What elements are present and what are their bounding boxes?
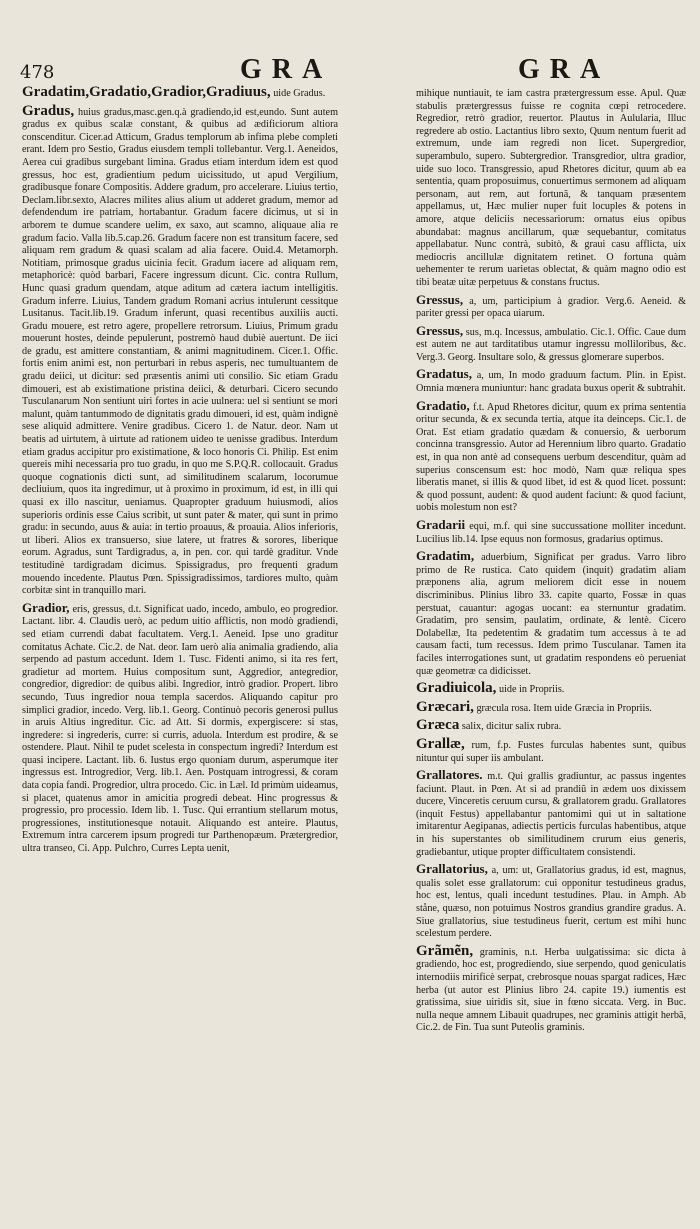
entry-headword: Gradarii [416, 517, 466, 532]
entry-headword: Grallatores. [416, 767, 483, 783]
entry-text: equi, m.f. qui sine succussatione molliter incedunt. Lucilius lib.14. Ipse equus non formosus, gradarius optimus. [416, 521, 686, 545]
dictionary-entry [416, 863, 686, 941]
left-column [22, 86, 338, 860]
entry-headword: Grallæ, [416, 735, 465, 752]
running-head-left: GRA [240, 54, 333, 85]
dictionary-entry [416, 942, 687, 1035]
dictionary-entry [416, 735, 687, 765]
entry-text: mihique nuntiauit, te iam castra prætergressum esse. Apul. Quæ stabulis prætergressus fuisse re cognita cœpi retrocedere. Regredior, retrò gradior, reuertor. Plautus in Aulularia, Illuc regredere ab ostio. Lactantius libro sexto, Quum nentum fuerit ad extremum, unde iam regredi non licet. Supergredior, superambulo, supero. Subtergredior. Transgredior, ultra gradior, uide suo loco. Transgressio, apud Rhetores dicitur, quum ab ea sententia, quam proposuimus, conuertimus sermonem ad aliquam personam, aut rem, aut fortunã, & tanquam præsentem appellamus, ut, Hæc mulier nuper fuit locuples & potens in amore, atque deliciis necessariorum: ornatus eius opibus abundabat: magnus ancillarum, quæ sequebantur, comitatus appellabatur. Nunc contrà, subitò, & graui casu afflicta, uix mediocris ancillulæ dignitatem retinet. O fortuna quàm uehementer te rerum uarietas oblectat, & quàm magno odio est tibi beatæ uitæ perpetuus & constans fructus. [416, 88, 686, 288]
dictionary-entry [416, 322, 686, 365]
dictionary-entry [416, 550, 686, 678]
entry-headword: Gradus, [22, 102, 75, 119]
entry-text: græcula rosa. Item uide Græcia in Propriis. [476, 702, 652, 714]
entry-text: a, um: ut, Grallatorius gradus, id est, magnus, qualis solet esse grallatorum: cui opponitur testudineus gradus, hoc est, lentus, quali incedunt testudines. Plau. in Amph. Ab ståne, quæso, non potuimus Nostros grandius grandire gradus. A. Siue grallatorius, siue testudineus fuerit, certum est mihi hunc scelestum perdere. [416, 865, 687, 940]
dictionary-entry [416, 397, 686, 515]
entry-text: f.t. Apud Rhetores dicitur, quum ex prima sententia oritur secunda, & ex secunda tertia, atque ita deinceps. Cic.1. de Orat. Est etiam gradatio quædam & conuersio, & uerborum concinna transgressio. Autor ad Herennium libro quarto. Gradatio est, in qua non antè ad consequens uerbum descenditur, quàm ad superius conscensum est: hoc modò, Nam quæ reliqua spes liberatis manet, si illis & quod libet, id est & quod licet. possunt: & quod possunt, audent: & quod audent faciunt: & quod faciunt, uobis molestum non est? [416, 401, 686, 514]
dictionary-entry [22, 599, 338, 856]
entry-headword: Gradatio, [416, 397, 470, 413]
entry-headword: Gradior, [22, 599, 70, 615]
entry-headword: Gressus, [416, 291, 464, 307]
dictionary-entry [416, 519, 686, 546]
entry-text: graminis, n.t. Herba uulgatissima: sic dicta à gradiendo, hoc est, progrediendo, siue serpendo, quod geniculatis internodiis mirificè serpat, crebrosque nouas spargat radices, Hæc herba (ut autor est Plinius libro 24. capite 19.) iumentis est gratissima, siue uiridis sit, siue in fœno siccata. Verg. in Buc. nulla neque amnem Libauit quadrupes, nec graminis attigit herbã, Cic.2. de Fin. Tua sunt Puteolis graminis. [416, 946, 687, 1034]
dictionary-entry [416, 291, 687, 321]
entry-headword: Gradiuicola, [416, 680, 497, 697]
entry-text: sus, m.q. Incessus, ambulatio. Cic.1. Offic. Caue dum est autem ne aut tarditatibus utamur ingressu molliloribus, &c. Verg.3. Georg. Insultare solo, & gressus glomerare superbos. [416, 326, 686, 363]
page-number: 478 [20, 62, 55, 83]
entry-text: eris, gressus, d.t. Significat uado, incedo, ambulo, eo progredior. Lactant. libr. 4. Claudis uerò, ac pedum uitio afflictis, non modò gradiendi, sed etiam currendi dabat facultatem. Verg.1. Aeneid. Ipse uno graditur comitatus Achate. Cic.2. de Nat. deor. Iam uerò alia animalia gradiendo, alia serpendo ad pastum accedunt. Idem 1. Tusc. Fidenti animo, si ita res fert, gradietur ad mortem. Huius compositum sunt, Aggredior, antegredior, congredior, digredior: de quibus alibi. Ingredior, intrò gradior. Propert. libro secundo, Tuus ingredior noua templa sacerdos. Aliquando capitur pro simplici gradior, incedo. Verg. lib.1. Georg. Continuò pecoris generosi pullus in aruis Altius ingreditur. Cic. ad Att. Si dormis, expergiscere: si stas, ingredere: si ingrederis, curre: si curris, aduola. Interdum est prodire, & se ostendere. Plaut. Nihil te pudet scelesta in conspectum ingredi? Interdum est quasi incipere. Lactant. lib. 6. Iustus ergo quoniam durum, asperumque iter ingressus est. Introgredior, Verg. lib.1. Aen. Postquam introgressi, & coram data copia fandi. Progredior, ultra procedo. Cic. in Læl. Id primùm uideamus, si placet, quatenus amor in amicitia progredi debeat. Hinc progressus & progressio, pro processio. Idem lib. 1. Tusc. Qui errantium stellarum motus, progressiones, institutionesque notauit. Aliquando est anteire. Plautus, Extremum intra carcerem ipsum progredi tur Parthenopæum. Prætergredior, ultra transeo, Ci. App. Pulchro, Curres Lepta uenit, [22, 603, 338, 855]
entry-text: a, um, participium à gradior. Verg.6. Aeneid. & pariter gressi per opaca uiarum. [416, 295, 687, 320]
entry-text: uide in Propriis. [498, 684, 565, 696]
entry-headword: Græcari, [416, 698, 474, 715]
dictionary-entry [416, 368, 686, 395]
dictionary-entry [416, 682, 686, 697]
entry-text: huius gradus,masc.gen.q.à gradiendo,id est,eundo. Sunt autem gradus ex quibus scalæ constant, & quibus ad ædificiorum altiora conscenditur. Cicer.ad Atticum, Gradus templorum ab infima plebe completi erant. Idem pro Sestio, Gradus eiusdem templi tollebantur. Verg.1. Aeneidos, Aerea cui gradibus surgebant limina. Gradus etiam interdum idem est quod gressus, hoc est, gradientium pedum uicissitudo, ut apud Vergilium, gradibusque fonare Compositis. Addere gradum, pro accelerare. Liuius tertio, Declam.libr.sexto, Alacres milites alius alium ut adderet gradum, memor ad defendendum ire patriam, hortabantur. Gradum facere dicimus, ut si in arborem te dumue scandere uelim, ex saxo, aut scamno, aliquaue alia re gradum facio. Valla lib.5.cap.26. Gradum facere non est transitum facere, sed aliquam rem gradum & quasi scalam ad alia facere. Ouid.4. Metamorph. Notitiam, primosque gradus uicinia fecit. Gradum iacere ad aliquam rem, metaphoricè: quòd barbari, Facere ingressum dicunt. Cic. contra Rullum, Hunc quasi gradum quendam, atque aditum ad cætera iactum intelligitis. Gradum inferre. Liuius, Tandem gradum Romani acrius intulerunt cessitque Lusitanus. Tacit.lib.19. Gradum inferunt, quasi recentibus auxiliis aucti. Gradu mouere, est retro agere, propellere retrorsum. Liuius, Primum gradu mouerunt hostes, deinde pepulerunt, postremò haud dubiè auertunt. De iici de gradu, est amittere constantiam, & animi magnitudinem. Cicer.1. Offic. fortis enim animi est, non perturbari in rebus asperis, nec tumultuantem de gradu deiici, ut dicitur: sed præsentis animi uti consilio. Sic etiam Gradu dimoueri, est ab existimatione pristina deiici, & deturbari. Cicero secundo Tusculanarum Non sentiunt uiri fortes in acie uulnera: uel si sentiunt se mori malunt, quàm tantummodo de dignitatis gradu dimoueri, id est, quàm indignè sese aliquid admittere. Venire gradibus. Cicero 1. de Natur. deor. Nam ut beatis ad uirtutem, à uirtute ad rationem uideo te uenisse gradibus. Interdum etiam gradus accipitur pro existimatione, & loco honoris Ci. Philip. Est enim quereis mihi necessaria pro tuo gradu, in quo me S.P.Q.R. collocauit. Gradus quoque cognationis dicti sunt, ad similitudinem scalarum, locorumue decliuium, quos ita ingredimur, ut à proximo in proximum, id est, in illi qui quasi ex illo nascitur, ueniamus. Quapropter graduum huiusmodi, alios superioris ordinis esse Caius scribit, ut sunt pater & mater, qui sunt in primo gradu: in secundo, auus & auia: in tertio proauus, & proauia. Alios inferioris, ut liberi. Alios ex transuerso, siue latere, ut fratres & sorores, liberique eorum. Agradus, sunt Tardigradus, a, in pen. cor. qui tardè graditur. Vnde testitudinè tardigradam dicimus. Spissigradus, pro frequenti gradum mouendo incedente. Plautus Pœn. Spissigradissimos, tardiores multo, quàm corbitæ sint in tranquillo mari. [22, 106, 338, 597]
entry-headword: Grãmẽn, [416, 942, 474, 959]
entry-text: salix, dicitur salix rubra. [461, 721, 562, 733]
dictionary-entry [416, 719, 686, 734]
entry-text: uide Gradus. [273, 88, 326, 99]
entry-text: a, um, In modo graduum factum. Plin. in Epist. Omnia mœnera muniuntur: hanc gradata buxus operit & subtrahit. [416, 370, 687, 395]
entry-headword: Gradatus, [416, 366, 472, 382]
running-head-right: GRA [518, 54, 611, 85]
right-column [416, 86, 686, 1039]
entry-headword: Græca [416, 717, 460, 734]
entry-headword: Gressus, [416, 322, 464, 338]
entry-headword: Gradatim, [416, 548, 475, 564]
entry-text: rum, f.p. Fustes furculas habentes sunt, quibus nituntur qui super iis ambulant. [416, 739, 687, 764]
dictionary-entry [416, 86, 686, 290]
page-header [0, 54, 700, 84]
entry-headword: Gradatim,Gradatio,Gradior,Gradiuus, [22, 84, 271, 100]
entry-text: m.t. Qui grallis gradiuntur, ac passus ingentes faciunt. Plaut. in Pœn. At si ad prandiũ in ædem uos dixissem ducere, Vinceretis ceruum cursu, & grallatorem gradu. Grallatores (inquit Festus) appellabantur pantomimi qui ut in saltatione imitarentur Aegipanas, adiectis perticis furculas habentibus, atque in his superstantes ob similitudinem crurum eius generis, gradiebantur, utique propter difficultatem consistendi. [416, 771, 687, 858]
dictionary-entry [416, 769, 686, 859]
dictionary-entry [416, 698, 686, 716]
entry-text: aduerbium, Significat per gradus. Varro libro primo de Re rustica. Cato quidem (inquit) gradatim aliam præponens alia, agrum meliorem dicit esse in nouem discriminibus. Plinius libro 33. capite quarto, Fossæ in quas perstuat, cauantur: agogas uocant: ea sternuntur gradatim. Gradatim, pro sensim, paulatim, ordinate, & lentè. Cicero Dolabellæ, Ita pedetentim & gradatim tum accessus à te ad causam facti, tum recessus. Idem primo Tusculanar. Tamen ita faciles interrogationes sunt, ut gradatim respondens eò perueniat quæ geometræ ca didicisset. [416, 552, 687, 677]
entry-headword: Grallatorius, [416, 861, 488, 877]
dictionary-entry [22, 86, 338, 101]
dictionary-entry [22, 102, 338, 598]
